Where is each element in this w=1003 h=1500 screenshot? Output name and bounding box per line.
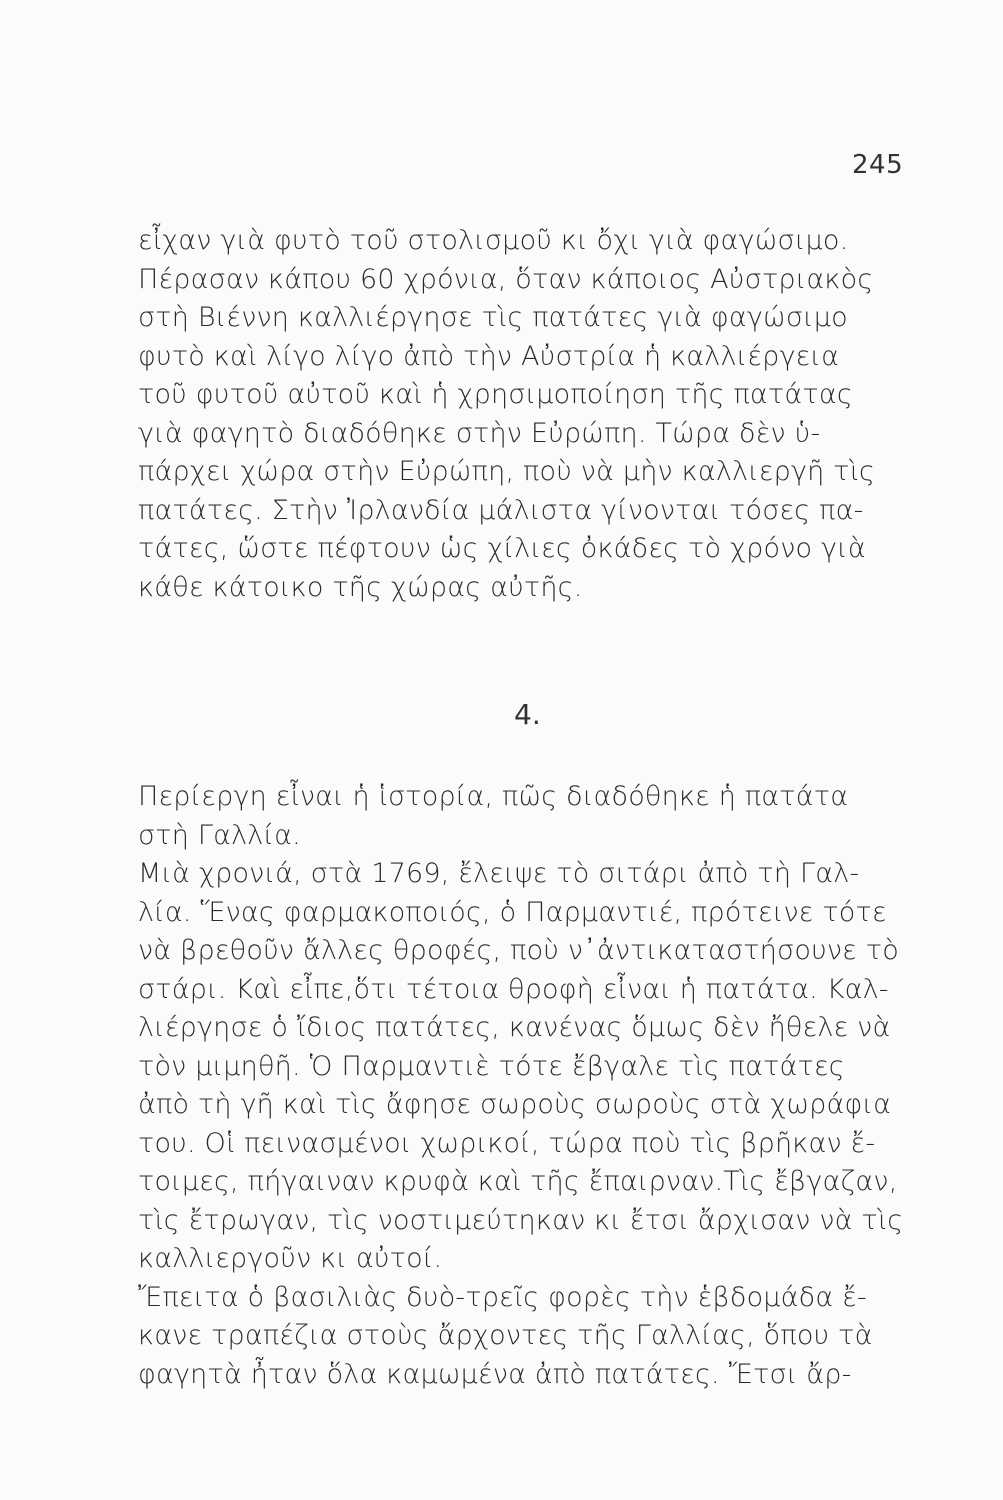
text-line: τὶς ἔτρωγαν, τὶς νοστιμεύτηκαν κι ἔτσι ἄρχισαν νὰ τὶς — [138, 1204, 904, 1236]
text-line: νὰ βρεθοῦν ἄλλες θροφές, ποὺ ν᾽ἀντικαταστήσουνε τὸ — [138, 935, 899, 966]
text-line: εἶχαν γιὰ φυτὸ τοῦ στολισμοῦ κι ὄχι γιὰ φαγώσιμο. — [138, 225, 849, 256]
text-line: κανε τραπέζια στοὺς ἄρχοντες τῆς Γαλλίας, ὅπου τὰ — [138, 1320, 873, 1351]
text-line: πατάτες. Στὴν Ἰρλανδία μάλιστα γίνονται τόσες πα- — [138, 494, 864, 526]
text-line: λία. Ἕνας φαρμακοποιός, ὁ Παρμαντιέ, πρότεινε τότε — [138, 896, 887, 928]
text-line: λιέργησε ὁ ἴδιος πατάτες, κανένας ὅμως δὲν ἤθελε νὰ — [138, 1012, 891, 1043]
text-line: τάτες, ὥστε πέφτουν ὡς χίλιες ὀκάδες τὸ χρόνο γιὰ — [138, 533, 866, 564]
text-line: τοιμες, πήγαιναν κρυφὰ καὶ τῆς ἔπαιρναν.Τὶς ἔβγαζαν, — [138, 1166, 898, 1197]
text-line: Πέρασαν κάπου 60 χρόνια, ὅταν κάποιος Αὐστριακὸς — [138, 263, 874, 295]
text-line: γιὰ φαγητὸ διαδόθηκε στὴν Εὐρώπη. Τώρα δὲν ὑ- — [138, 417, 821, 449]
text-line: στὴ Βιέννη καλλιέργησε τὶς πατάτες γιὰ φαγώσιμο — [138, 302, 848, 333]
text-line: πάρχει χώρα στὴν Εὐρώπη, ποὺ νὰ μὴν καλλιεργῆ τὶς — [138, 456, 876, 487]
paragraph-block-1 — [138, 222, 938, 607]
text-line: φυτὸ καὶ λίγο λίγο ἀπὸ τὴν Αὐστρία ἡ καλλιέργεια — [138, 340, 840, 372]
text-line: φαγητὰ ἦταν ὅλα καμωμένα ἀπὸ πατάτες. Ἔτσι ἄρ- — [138, 1358, 852, 1390]
text-line: Ἔπειτα ὁ βασιλιὰς δυὸ-τρεῖς φορὲς τὴν ἑβδομάδα ἔ- — [138, 1281, 867, 1313]
text-line: τὸν μιμηθῆ. Ὁ Παρμαντιὲ τότε ἔβγαλε τὶς πατάτες — [138, 1050, 845, 1082]
text-line: του. Οἱ πεινασμένοι χωρικοί, τώρα ποὺ τὶς βρῆκαν ἔ- — [138, 1127, 876, 1159]
paragraph-block-2 — [138, 778, 938, 1394]
text-line: στὴ Γαλλία. — [138, 819, 301, 851]
text-line: ἀπὸ τὴ γῆ καὶ τὶς ἄφησε σωροὺς σωροὺς στὰ χωράφια — [138, 1089, 892, 1120]
page-number: 245 — [852, 150, 904, 180]
text-line: καλλιεργοῦν κι αὐτοί. — [138, 1243, 443, 1274]
text-line: Μιὰ χρονιά, στὰ 1769, ἔλειψε τὸ σιτάρι ἀπὸ τὴ Γαλ- — [138, 858, 860, 889]
section-number: 4. — [514, 698, 541, 731]
text-line: στάρι. Καὶ εἶπε,ὅτι τέτοια θροφὴ εἶναι ἡ πατάτα. Καλ- — [138, 973, 889, 1005]
text-line: Περίεργη εἶναι ἡ ἱστορία, πῶς διαδόθηκε ἡ πατάτα — [138, 781, 849, 812]
text-line: κάθε κάτοικο τῆς χώρας αὐτῆς. — [138, 571, 583, 603]
text-line: τοῦ φυτοῦ αὐτοῦ καὶ ἡ χρησιμοποίηση τῆς πατάτας — [138, 379, 853, 410]
